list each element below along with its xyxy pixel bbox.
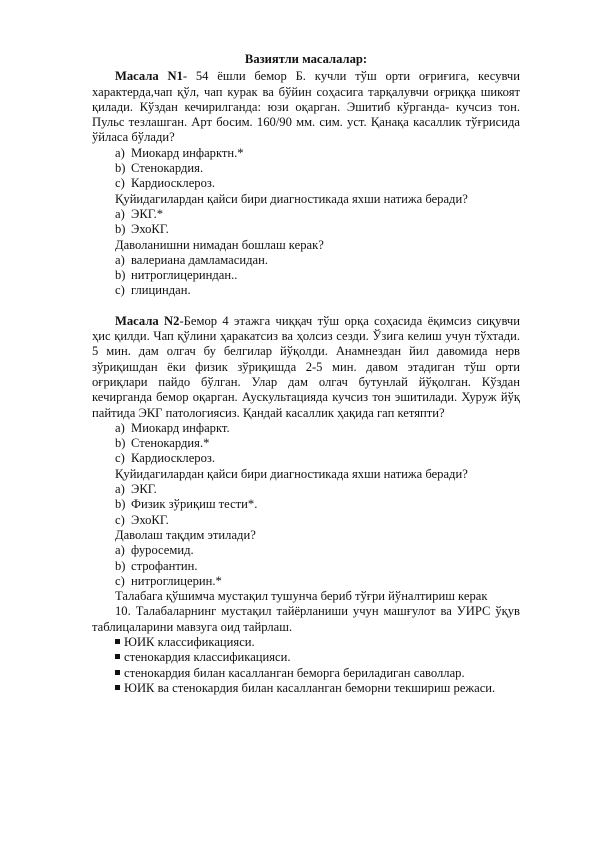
- bullet-item: стенокардия билан касалланган беморга бериладиган саволлар.: [92, 666, 520, 681]
- task1-q3-option-c: c) глициндан.: [115, 283, 191, 298]
- task2-q3-option-a: a) фуросемид.: [115, 543, 194, 558]
- bullet-square-icon: [115, 685, 120, 690]
- point-10-paragraph: 10. Талабаларнинг мустақил тайёрланиши учун машғулот ва УИРС ўқув таблицаларини мавзуга оид тайрлаш.: [92, 604, 520, 634]
- task2-q2-option-c: c) ЭхоКГ.: [115, 512, 169, 527]
- task1-q1-option-c: c) Кардиосклероз.: [115, 176, 216, 191]
- task2-q1-option-c: c) Кардиосклероз.: [115, 451, 216, 466]
- task2-q2-option-b: b) Физик зўриқиш тести*.: [115, 497, 258, 512]
- task2-q3-option-c: c) нитроглицерин.*: [115, 573, 222, 588]
- task1-q2-option-a: a) ЭКГ.*: [115, 206, 164, 221]
- task1-paragraph: [92, 69, 520, 145]
- document-body: [92, 52, 520, 696]
- bullet-square-icon: [115, 639, 120, 644]
- task1-question-2: Қуйидагилардан қайси бири диагностикада яхши натижа беради?: [115, 191, 468, 206]
- task1-q1-option-a: a) Миокард инфарктн.*: [115, 145, 244, 160]
- task1-q3-option-b: b) нитроглицериндан..: [115, 268, 238, 283]
- task2-q1-option-a: a) Миокард инфаркт.: [115, 420, 230, 435]
- task1-text: - 54 ёшли бемор Б. кучли тўш орти оғриғига, кесувчи характерда,чап қўл, чап курак ва бўйин соҳасига тарқалувчи оғриққа шикоят қилади. Кўздан кечирилганда: юзи оқарган. Эшитиб кўрганда- кучсиз тон. Пульс тезлашган. Арт босим. 160/90 мм. сим. уст. Қанақа касаллик тўғрисида ўйласа бўлади?: [92, 69, 520, 145]
- section-spacer: [92, 299, 520, 314]
- task1-label: Масала N1: [115, 69, 183, 84]
- task1-question-3: Даволанишни нимадан бошлаш керак?: [115, 237, 324, 252]
- task1-q1-option-b: b) Стенокардия.: [115, 161, 204, 176]
- task1-q3-option-a: a) валериана дамламасидан.: [115, 252, 268, 267]
- guidance-note: Талабага қўшимча мустақил тушунча бериб тўғри йўналтириш керак: [115, 589, 488, 604]
- bullet-square-icon: [115, 670, 120, 675]
- task2-label: Масала N2: [115, 313, 180, 328]
- task2-text: -Бемор 4 этажга чиққач тўш орқа соҳасида ёқимсиз сиқувчи ҳис қилди. Чап қўлини ҳаракатсиз ва ҳолсиз сезди. Ўзига келиш учун тўхтади. 5 мин. дам олгач бу белгилар йўқолди. Анамнездан йил давомида нерв зўриқишдан ёки физик зўриқишда 2-5 мин. давом этадиган тўш орти оғриқлари пайдо бўлган. Улар дам олгач бутунлай йўқолган. Кўздан кечирганда бемор оқарган. Аускультацияда кучсиз тон эшитилади. Хуруж йўқ пайтида ЭКГ патологиясиз. Қандай касаллик ҳақида гап кетяпти?: [92, 313, 520, 420]
- bullet-item: стенокардия классификацияси.: [92, 650, 520, 665]
- bullet-item: ЮИК ва стенокардия билан касалланган беморни текшириш режаси.: [92, 681, 520, 696]
- task2-q2-option-a: a) ЭКГ.: [115, 482, 157, 497]
- bullet-item: ЮИК классификацияси.: [92, 635, 520, 650]
- page-title: Вазиятли масалалар:: [244, 52, 368, 66]
- task1-q2-option-b: b) ЭхоКГ.: [115, 222, 169, 237]
- task2-q3-option-b: b) строфантин.: [115, 558, 198, 573]
- task2-question-3: Даволаш тақдим этилади?: [115, 527, 256, 542]
- task2-q1-option-b: b) Стенокардия.*: [115, 436, 210, 451]
- task2-paragraph: [92, 314, 520, 421]
- bullet-square-icon: [115, 654, 120, 659]
- task2-question-2: Қуйидагилардан қайси бири диагностикада яхши натижа беради?: [115, 466, 468, 481]
